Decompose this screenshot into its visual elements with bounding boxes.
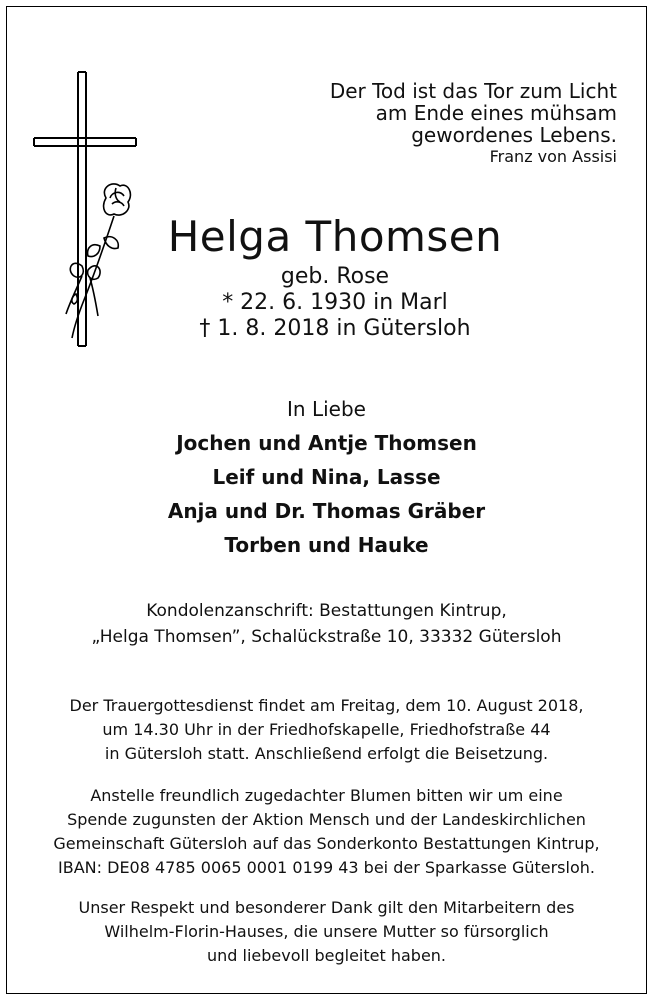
donation-paragraph [0, 784, 653, 880]
service-line: Der Trauergottesdienst findet am Freitag, dem 10. August 2018, [69, 696, 584, 715]
quote-block [330, 80, 617, 168]
service-line: um 14.30 Uhr in der Friedhofskapelle, Friedhofstraße 44 [102, 720, 551, 739]
maiden-name: geb. Rose [280, 264, 390, 289]
donation-line: Anstelle freundlich zugedachter Blumen bitten wir um eine [90, 786, 563, 805]
family-member: Leif und Nina, Lasse [212, 465, 441, 489]
thanks-line: Unser Respekt und besonderer Dank gilt den Mitarbeitern des [78, 898, 575, 917]
thanks-line: und liebevoll begleitet haben. [206, 946, 447, 965]
family-intro: In Liebe [287, 397, 366, 421]
vital-dates [0, 264, 653, 342]
thanks-line: Wilhelm-Florin-Hauses, die unsere Mutter so fürsorglich [104, 922, 549, 941]
donation-line: Gemeinschaft Gütersloh auf das Sonderkonto Bestattungen Kintrup, [53, 834, 600, 853]
donation-line: IBAN: DE08 4785 0065 0001 0199 43 bei der Sparkasse Gütersloh. [58, 858, 595, 877]
deceased-name: Helga Thomsen [167, 212, 503, 261]
service-paragraph [0, 694, 653, 766]
service-line: in Gütersloh statt. Anschließend erfolgt die Beisetzung. [104, 744, 549, 763]
contact-line: Kondolenzanschrift: Bestattungen Kintrup, [146, 601, 507, 621]
family-member: Torben und Hauke [224, 533, 429, 557]
family-block [0, 394, 653, 562]
quote-author: Franz von Assisi [489, 147, 617, 166]
birth-line: * 22. 6. 1930 in Marl [222, 290, 448, 315]
quote-line: am Ende eines mühsam [375, 101, 617, 125]
condolence-address [0, 598, 653, 650]
family-member: Jochen und Antje Thomsen [176, 431, 477, 455]
family-member: Anja und Dr. Thomas Gräber [167, 499, 486, 523]
death-line: † 1. 8. 2018 in Gütersloh [199, 316, 471, 341]
quote-line: gewordenes Lebens. [411, 123, 617, 147]
thanks-paragraph [0, 896, 653, 968]
contact-line: „Helga Thomsen”, Schalückstraße 10, 33332 Gütersloh [91, 627, 562, 647]
quote-line: Der Tod ist das Tor zum Licht [329, 79, 617, 103]
donation-line: Spende zugunsten der Aktion Mensch und der Landeskirchlichen [67, 810, 586, 829]
